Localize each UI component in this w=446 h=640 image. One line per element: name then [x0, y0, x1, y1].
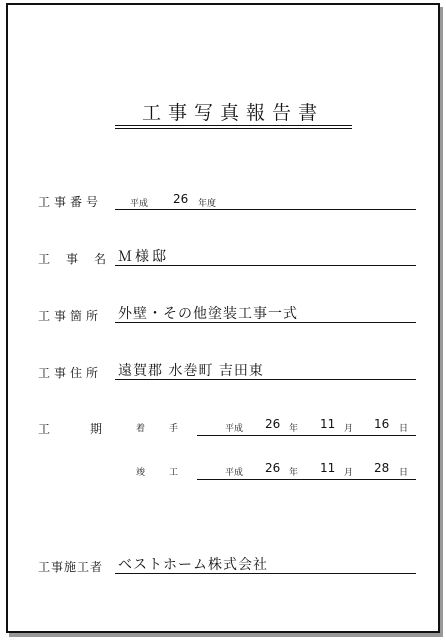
start-day: 16: [374, 417, 390, 431]
work-number-suffix: 年度: [198, 199, 217, 209]
document-title: 工事写真報告書: [141, 102, 324, 124]
start-era: 平成: [225, 424, 244, 434]
end-rule: [197, 479, 416, 480]
start-month-unit: 月: [344, 424, 354, 434]
end-day: 28: [374, 461, 390, 475]
work-address-label: 工事住所: [38, 366, 103, 380]
end-year-unit: 年: [289, 468, 299, 478]
contractor-value: ベストホーム株式会社: [118, 557, 268, 573]
end-day-unit: 日: [399, 468, 409, 478]
work-name-label: 工 事 名: [38, 252, 109, 266]
work-location-label: 工事箇所: [38, 309, 103, 323]
end-month: 11: [320, 461, 336, 475]
work-address-value: 遠賀郡 水巻町 吉田東: [118, 363, 264, 379]
start-year: 26: [265, 417, 281, 431]
end-label: 竣 工: [136, 468, 181, 478]
work-location-value: 外壁・その他塗装工事一式: [118, 306, 298, 322]
work-name-value: Ｍ様邸: [118, 249, 169, 265]
end-year: 26: [265, 461, 281, 475]
start-label: 着 手: [136, 424, 181, 434]
end-month-unit: 月: [344, 468, 354, 478]
work-number-label: 工事番号: [38, 195, 103, 209]
start-rule: [197, 435, 416, 436]
work-number-year: 26: [173, 192, 189, 206]
work-number-era: 平成: [130, 199, 149, 209]
title-underline: [115, 125, 352, 126]
work-location-rule: [115, 322, 416, 323]
work-number-rule: [115, 209, 416, 210]
start-month: 11: [320, 417, 336, 431]
title-underline-2: [115, 128, 352, 129]
end-era: 平成: [225, 468, 244, 478]
work-address-rule: [115, 379, 416, 380]
start-day-unit: 日: [399, 424, 409, 434]
contractor-rule: [115, 573, 416, 574]
start-year-unit: 年: [289, 424, 299, 434]
work-name-rule: [115, 265, 416, 266]
period-label: 工 期: [38, 422, 104, 436]
contractor-label: 工事施工者: [38, 560, 104, 574]
